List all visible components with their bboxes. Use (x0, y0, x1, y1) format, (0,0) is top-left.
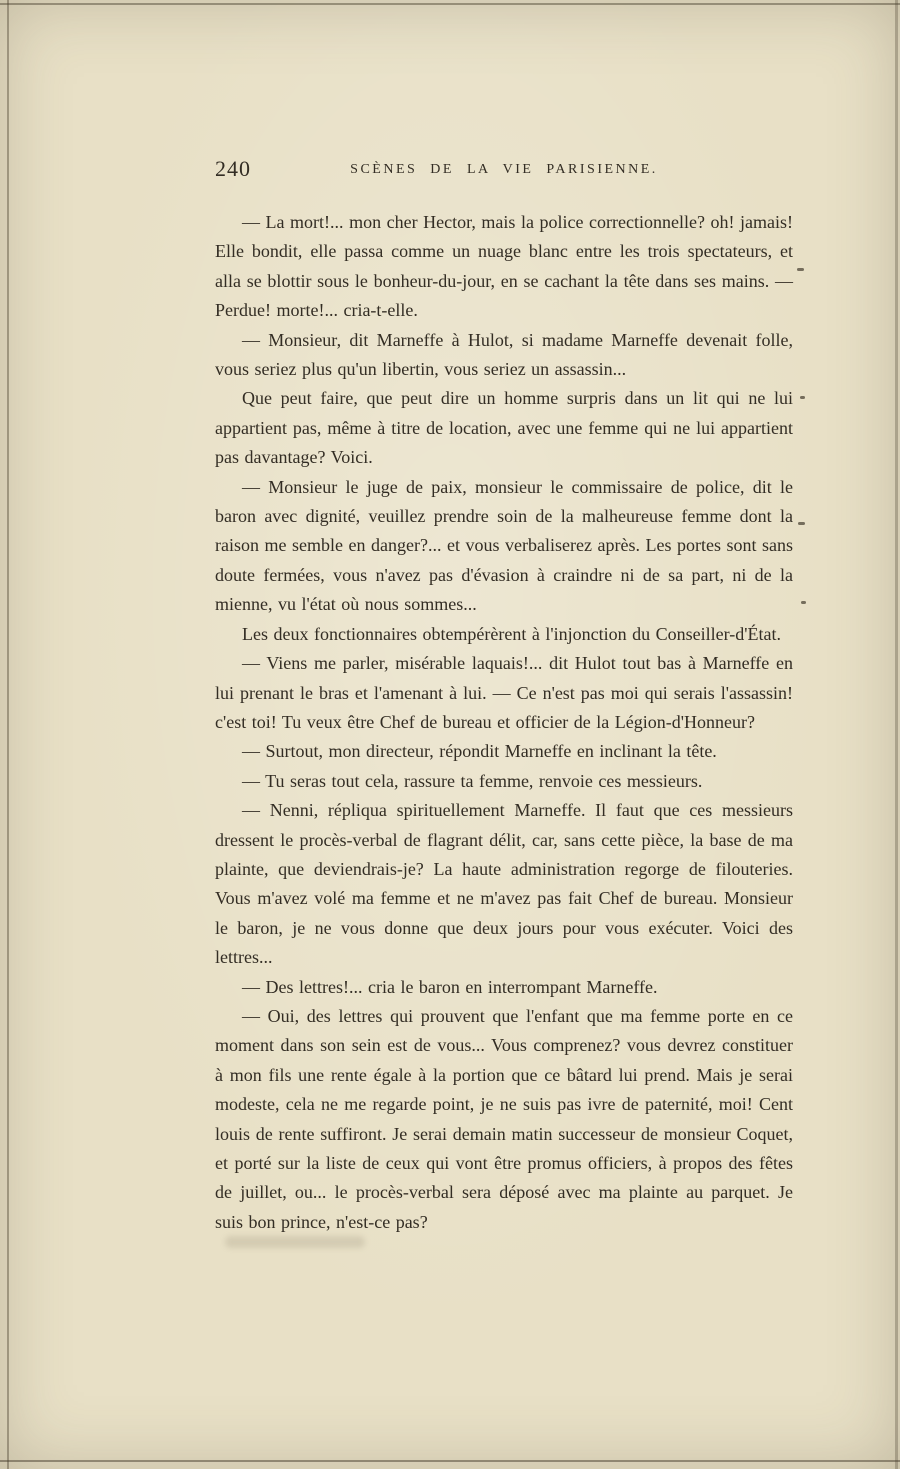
scan-speck (800, 396, 805, 399)
scan-crease-right (895, 0, 898, 1469)
page-header (215, 158, 793, 188)
paragraph: — Monsieur, dit Marneffe à Hulot, si madame Marneffe devenait folle, vous seriez plus qu'un libertin, vous seriez un assassin... (215, 329, 793, 380)
paragraph: Que peut faire, que peut dire un homme surpris dans un lit qui ne lui appartient pas, même à titre de location, avec une femme qui ne lui appartient pas davantage? Voici. (215, 388, 793, 468)
scan-crease-left (7, 0, 9, 1469)
text-block (215, 158, 793, 1237)
scan-crease-top (0, 3, 900, 5)
paragraph: — Nenni, répliqua spirituellement Marneffe. Il faut que ces messieurs dressent le procès-verbal de flagrant délit, car, sans cette pièce, la base de ma plainte, que deviendrais-je? La haute administration regorge de filouteries. Vous m'avez volé ma femme et ne m'avez pas fait Chef de bureau. Monsieur le baron, je ne vous donne que deux jours pour vous exécuter. Voici des lettres... (215, 800, 793, 968)
paragraph: — Oui, des lettres qui prouvent que l'enfant que ma femme porte en ce moment dans son sein est de vous... Vous comprenez? vous devrez constituer à mon fils une rente égale à la portion que ce bâtard lui prend. Mais je serai modeste, cela ne me regarde point, je ne suis pas ivre de paternité, moi! Cent louis de rente suffiront. Je serai demain matin successeur de monsieur Coquet, et porté sur la liste de ceux qui vont être promus officiers, à propos des fêtes de juillet, ou... le procès-verbal sera déposé avec ma plainte au parquet. Je suis bon prince, n'est-ce pas? (215, 1005, 793, 1232)
scan-speck (798, 522, 805, 525)
paragraph: — La mort!... mon cher Hector, mais la police correctionnelle? oh! jamais! Elle bondit, elle passa comme un nuage blanc entre les trois spectateurs, et alla se blottir sous le bonheur-du-jour, en se cachant la tête dans ses mains. — Perdue! morte!... cria-t-elle. (215, 212, 793, 321)
paragraph: — Tu seras tout cela, rassure ta femme, renvoie ces messieurs. (242, 770, 703, 791)
page-body (215, 208, 793, 1237)
page-number: 240 (215, 156, 251, 181)
paragraph: — Viens me parler, misérable laquais!... dit Hulot tout bas à Marneffe en lui prenant le bras et l'amenant à lui. — Ce n'est pas moi qui serais l'assassin! c'est toi! Tu veux être Chef de bureau et officier de la Légion-d'Honneur? (215, 653, 793, 732)
paragraph: — Monsieur le juge de paix, monsieur le commissaire de police, dit le baron avec dignité, veuillez prendre soin de la malheureuse femme dont la raison me semble en danger?... et vous verbaliserez après. Les portes sont sans doute fermées, vous n'avez pas d'évasion à craindre ni de sa part, ni de la mienne, vu l'état où nous sommes... (215, 476, 793, 615)
running-head: SCÈNES DE LA VIE PARISIENNE. (350, 162, 658, 177)
scan-speck (801, 601, 806, 604)
paragraph: — Des lettres!... cria le baron en interrompant Marneffe. (242, 976, 658, 997)
paragraph: — Surtout, mon directeur, répondit Marneffe en inclinant la tête. (242, 741, 717, 762)
paragraph: Les deux fonctionnaires obtempérèrent à l'injonction du Conseiller-d'État. (242, 623, 781, 644)
scan-speck (797, 268, 804, 271)
scan-crease-bottom (0, 1460, 900, 1462)
ink-bleed-through (225, 1236, 365, 1248)
